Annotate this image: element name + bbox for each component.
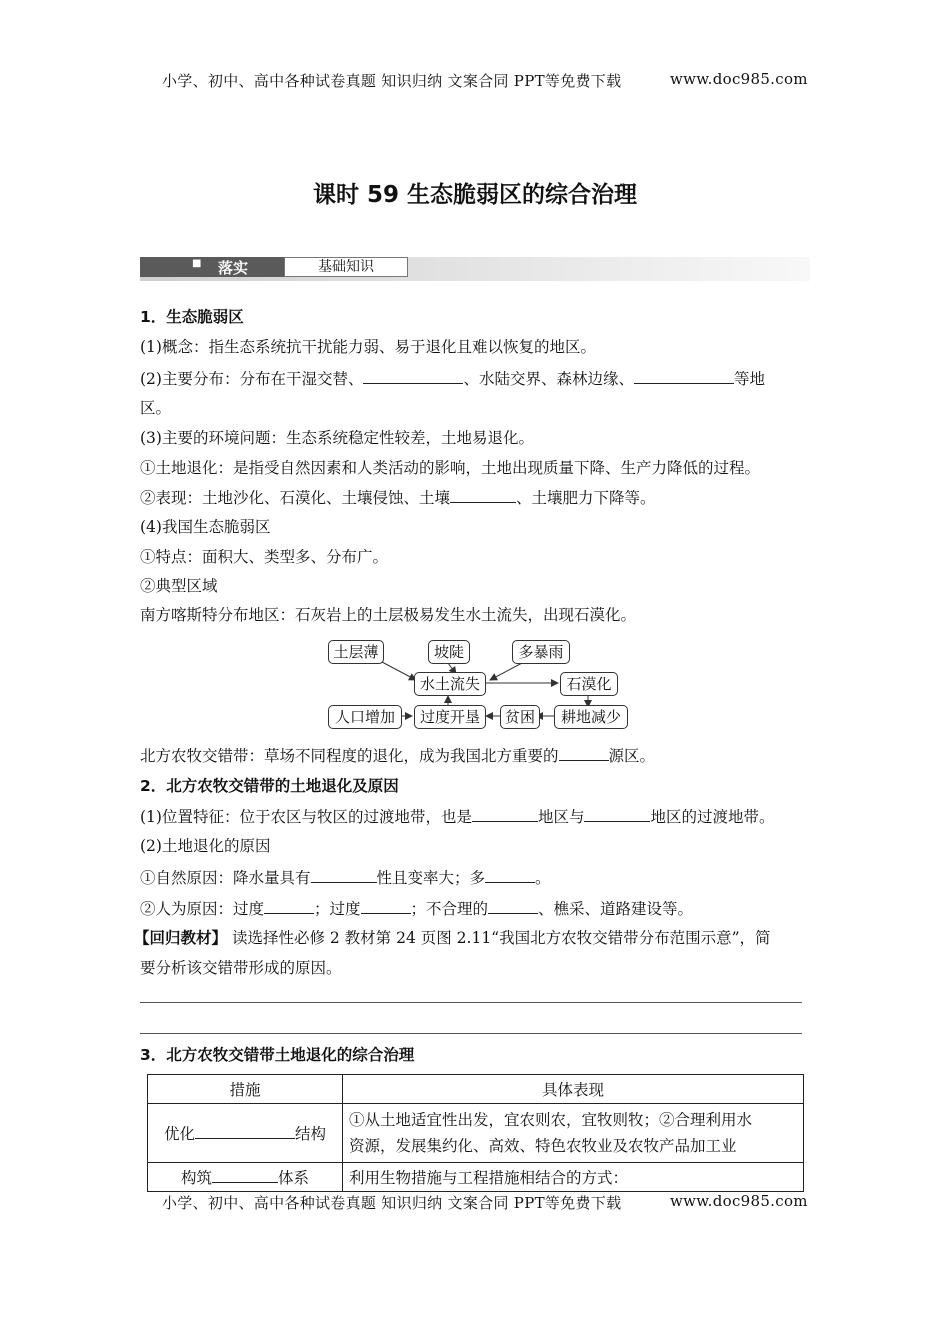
page-header-text: 小学、初中、高中各种试卷真题 知识归纳 文案合同 PPT等免费下载 (162, 72, 622, 90)
table-cell-measure: 构筑 体系 (148, 1163, 343, 1192)
node-rainstorm: 多暴雨 (512, 640, 570, 664)
page-header-site[interactable]: www.doc985.com (670, 70, 808, 88)
arrow-rainstorm (490, 662, 524, 680)
node-farmland-loss: 耕地减少 (554, 705, 628, 729)
distribution-line: (2)主要分布：分布在干湿交替、 、水陆交界、森林边缘、 等地 (140, 370, 765, 388)
blank-field[interactable] (485, 867, 535, 883)
blank-field[interactable] (195, 1123, 295, 1139)
answer-line[interactable] (140, 1002, 802, 1003)
table-cell-measure: 优化 结构 (148, 1104, 343, 1163)
node-overcultivation: 过度开垦 (414, 705, 486, 729)
banner-tab-implement: ■ 落实 (140, 257, 284, 277)
human-causes-line: ②人为原因：过度 ；过度 ；不合理的 、樵采、道路建设等。 (140, 900, 694, 918)
blank-field[interactable] (363, 368, 463, 384)
banner-tab-basic: 基础知识 (284, 257, 408, 277)
table-cell-detail: 利用生物措施与工程措施相结合的方式： (343, 1163, 804, 1192)
causes-heading: (2)土地退化的原因 (140, 837, 271, 855)
textbook-tag: 【回归教材】 (134, 929, 228, 947)
natural-causes-line: ①自然原因：降水量具有 性且变率大；多 。 (140, 869, 551, 887)
page-footer-text: 小学、初中、高中各种试卷真题 知识归纳 文案合同 PPT等免费下载 (162, 1194, 622, 1212)
manifest-line: ②表现：土地沙化、石漠化、土壤侵蚀、土壤 、土壤肥力下降等。 (140, 489, 656, 507)
karst-flow-diagram (320, 636, 640, 732)
blank-field[interactable] (264, 898, 314, 914)
north-line: 北方农牧交错带：草场不同程度的退化，成为我国北方重要的 源区。 (140, 747, 656, 765)
node-rocky: 石漠化 (560, 672, 618, 696)
blank-field[interactable] (584, 806, 650, 822)
governance-table (147, 1074, 804, 1192)
page-footer-site[interactable]: www.doc985.com (670, 1192, 808, 1210)
section-banner (140, 257, 810, 281)
problem-text: (3)主要的环境问题：生态系统稳定性较差，土地易退化。 (140, 429, 534, 447)
section1-heading: 1．生态脆弱区 (140, 308, 244, 326)
blank-field[interactable] (634, 368, 734, 384)
karst-text: 南方喀斯特分布地区：石灰岩上的土层极易发生水土流失，出现石漠化。 (140, 606, 637, 624)
arrow-thin-soil (382, 662, 416, 680)
blank-field[interactable] (311, 867, 377, 883)
node-poverty: 贫困 (500, 705, 540, 729)
page-title: 课时 59 生态脆弱区的综合治理 (312, 182, 638, 208)
degradation-text: ①土地退化：是指受自然因素和人类活动的影响，土地出现质量下降、生产力降低的过程。 (140, 459, 761, 477)
blank-field[interactable] (450, 487, 516, 503)
banner-square-icon: ■ (192, 258, 202, 269)
section2-heading: 2．北方农牧交错带的土地退化及原因 (140, 777, 399, 795)
blank-field[interactable] (361, 898, 411, 914)
node-population: 人口增加 (328, 705, 402, 729)
blank-field[interactable] (559, 745, 609, 761)
node-slope: 坡陡 (428, 640, 470, 664)
node-erosion: 水土流失 (414, 672, 486, 696)
textbook-line-1: 【回归教材】 读选择性必修 2 教材第 24 页图 2.11“我国北方农牧交错带分布范围示意”，简 (134, 929, 771, 947)
table-header-measures: 措施 (148, 1075, 343, 1104)
table-header-row (148, 1075, 804, 1104)
concept-text: (1)概念：指生态系统抗干扰能力弱、易于退化且难以恢复的地区。 (140, 338, 596, 356)
blank-field[interactable] (472, 806, 538, 822)
table-header-details: 具体表现 (343, 1075, 804, 1104)
blank-field[interactable] (212, 1167, 278, 1183)
node-thin-soil: 土层薄 (328, 640, 384, 664)
blank-field[interactable] (488, 898, 538, 914)
features-text: ①特点：面积大、类型多、分布广。 (140, 548, 389, 566)
table-row (148, 1104, 804, 1163)
table-row (148, 1163, 804, 1192)
section3-heading: 3．北方农牧交错带土地退化的综合治理 (140, 1046, 415, 1064)
textbook-line-2: 要分析该交错带形成的原因。 (140, 959, 342, 977)
location-line: (1)位置特征：位于农区与牧区的过渡地带，也是 地区与 地区的过渡地带。 (140, 808, 775, 826)
table-cell-detail: ①从土地适宜性出发，宜农则农，宜牧则牧；②合理利用水 资源，发展集约化、高效、特色农牧业及农牧产品加工业 (343, 1104, 804, 1163)
typical-text: ②典型区域 (140, 577, 218, 595)
answer-line[interactable] (140, 1033, 802, 1034)
china-heading: (4)我国生态脆弱区 (140, 518, 271, 536)
distribution-line-cont: 区。 (140, 399, 172, 417)
